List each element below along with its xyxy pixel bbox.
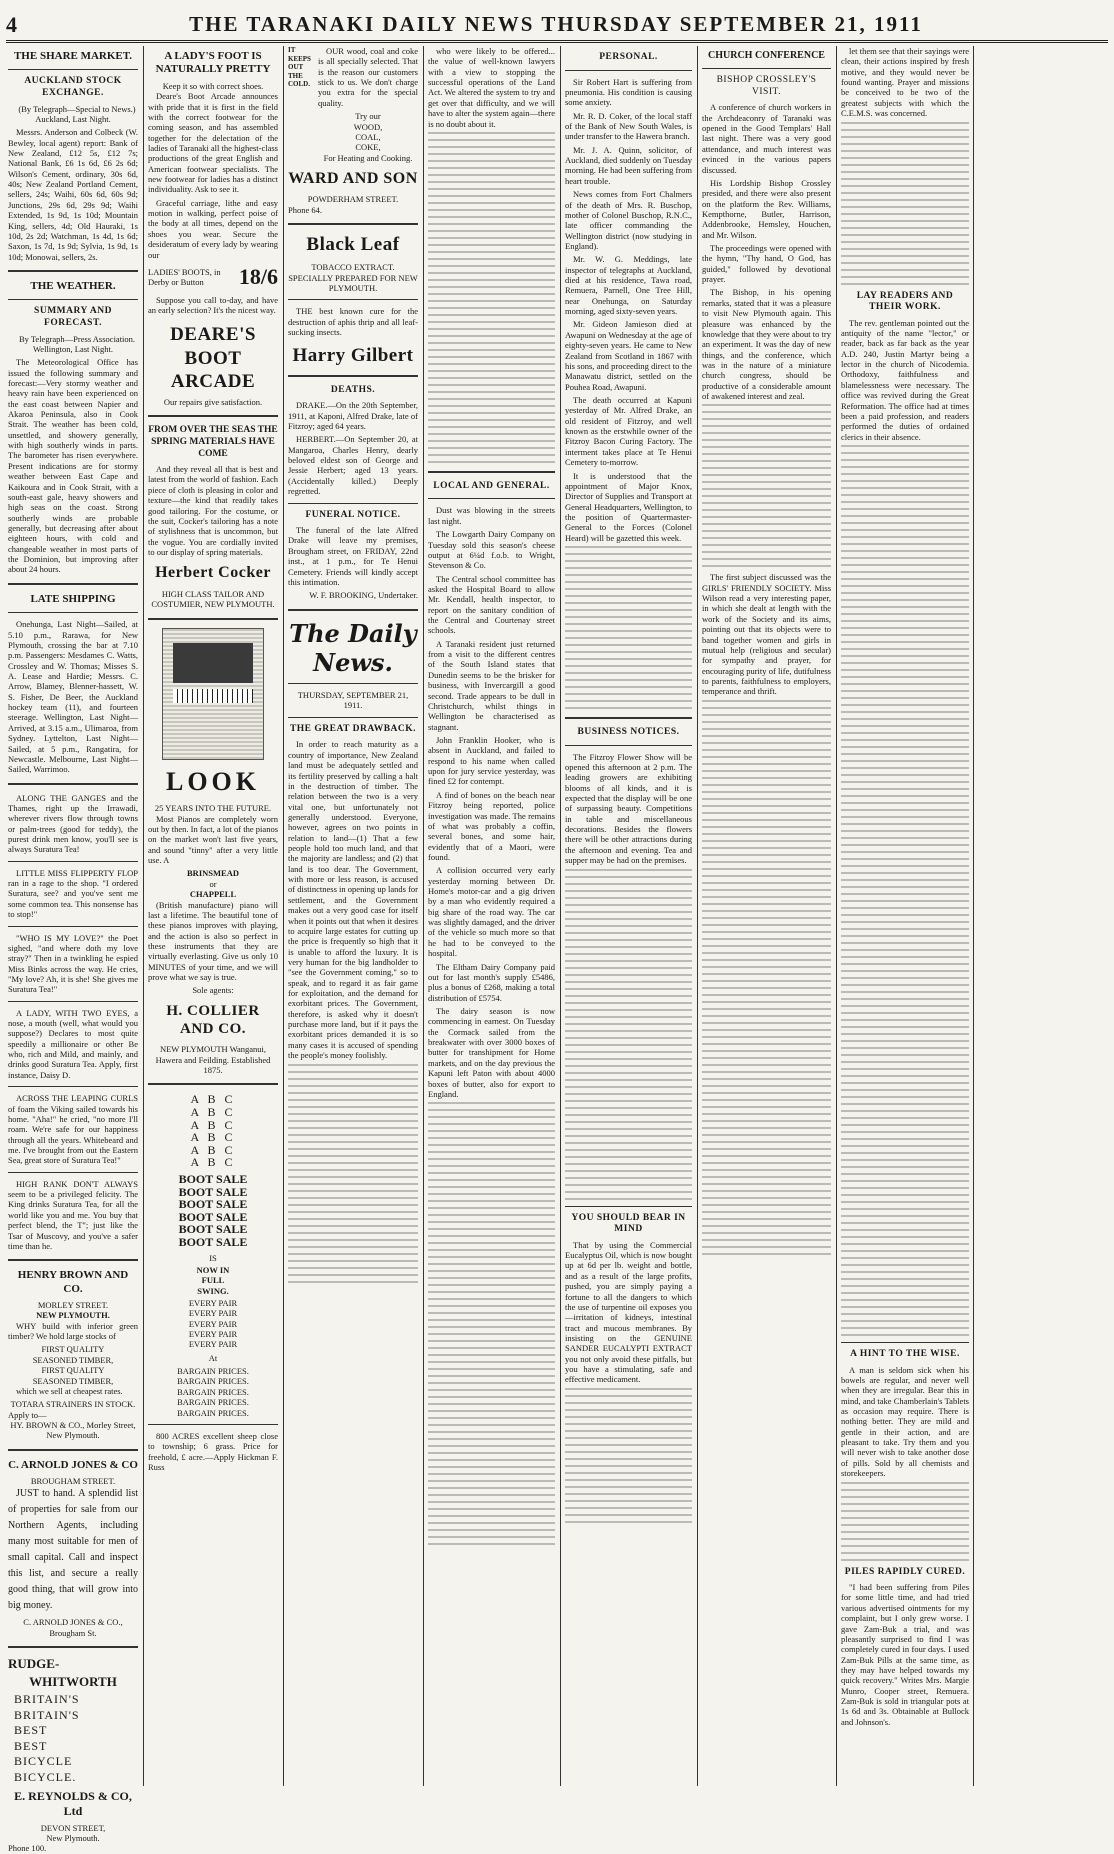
column-4 (428, 46, 555, 1786)
deares-shop-1: DEARE'S (170, 324, 256, 346)
seas-ad-heading: FROM OVER THE SEAS THE SPRING MATERIALS HAVE COME (148, 425, 278, 459)
seas-ad-body: And they reveal all that is best and latest from the world of fashion. Each piece of cloth is pleasing in color and texture—the kind that readily takes good tailoring. For the costume, or the suit, Cocker's tailoring has a note of stylishness that is uncommon, but the vogue. You are cordially invited to our display of spring materials. (148, 464, 278, 557)
hint-heading: A HINT TO THE WISE. (850, 1348, 960, 1359)
rudge-item: BEST (14, 1723, 48, 1738)
black-leaf-sub: TOBACCO EXTRACT. (311, 262, 395, 273)
rudge-item: BICYCLE. (14, 1769, 77, 1784)
boot-sale-is: IS (209, 1252, 217, 1263)
local-paragraph: A collision occurred very early yesterday morning between Dr. Home's motor-car and a gig driven by a man who evidently required a big share of the road way. The car was slightly damaged, and the driver of the vehicle so much more so that he had to be conveyed to the hospital. (428, 865, 555, 959)
rudge-item: BEST (14, 1738, 48, 1753)
funeral-sign: W. F. BROOKING, Undertaker. (309, 590, 418, 601)
foot-ad-body: Deare's Boot Arcade announces with pride that it is first in the field with the correct footwear for the coming season, and has assembled together for the delectation of the ladies of Taranaki all the highest-class productions of the great English and American footwear specialists. The new footwear for ladies has a distinct individuality. Ask to see it. (148, 91, 278, 195)
foot-ad-price-row (148, 264, 278, 291)
foot-ad-body-3: Suppose you call to-day, and have an early selection? It's the nicest way. (148, 294, 278, 316)
column-2 (148, 46, 278, 1786)
church-paragraph: A conference of church workers in the Archdeaconry of Taranaki was opened in the Good Templars' Hall last night. There was a very good attendance, and much interest was evinced in the various papers discussed. (702, 102, 831, 175)
rudge-item: BICYCLE (14, 1754, 73, 1769)
suratura-ad-6: HIGH RANK DON'T ALWAYS seem to be a privileged felicity. The King drinks Suratura Tea, for all the world like you and me. You buy that perfect blend, the T"; just like the Tsar of Muscovy, and you've a safer time than he. (8, 1178, 138, 1251)
cocker-name: Herbert Cocker (155, 564, 271, 582)
piano-ad-body: Most Pianos are completely worn out by then. In fact, a lot of the pianos on the market won't last five years, and sound "tinny" after a very little use. A (148, 813, 278, 866)
piano-keys-graphic (173, 689, 253, 703)
page-number: 4 (6, 12, 17, 37)
column-divider (836, 46, 837, 1786)
piano-illustration (162, 628, 264, 760)
every-pair-line: EVERY PAIR (188, 1308, 238, 1319)
hint-body: A man is seldom sick when his bowels are regular, and never well when they are irregular. Bear this in mind, and take Chamberlain's Tablets as occasion may require. There is nothing better. They are mild and gentle in their action, and are pleasant to take. Try them and you will never wish to take another dose of pills. Sold by all chemists and storekeepers. (841, 1364, 969, 1479)
collier-firm: H. COLLIER AND CO. (166, 1002, 260, 1038)
every-pair-line: EVERY PAIR (188, 1339, 238, 1350)
text-filler (841, 445, 969, 1336)
foot-ad-boots: LADIES' BOOTS, in Derby or Button (148, 266, 221, 288)
boot-sale-line: BOOT SALE (178, 1209, 248, 1224)
henry-brown-name: HENRY BROWN AND CO. (17, 1269, 129, 1295)
share-market-heading: THE SHARE MARKET. (13, 50, 133, 62)
boot-sale-line: BOOT SALE (178, 1234, 248, 1249)
text-filler (841, 1482, 969, 1561)
bargain-block (148, 1366, 278, 1418)
local-paragraph: John Franklin Hooker, who is absent in Auckland, and failed to respond to his name when called upon for jury service yesterday, was fined £2 for contempt. (428, 735, 555, 787)
funeral-heading: FUNERAL NOTICE. (305, 509, 401, 520)
bargain-line: BARGAIN PRICES. (177, 1407, 249, 1418)
text-filler (428, 1102, 555, 1545)
ward-son-street: POWDERHAM STREET. (307, 194, 399, 205)
church-paragraph: The proceedings were opened with the hymn, "Thy hand, O God, has guided," followed by devotional prayer. (702, 243, 831, 285)
foot-ad-price: 18/6 (238, 263, 278, 289)
piano-ad-sub: 25 YEARS INTO THE FUTURE. (154, 803, 272, 814)
arnold-jones-sign: C. ARNOLD JONES & CO., Brougham St. (23, 1617, 123, 1638)
henry-brown-item: SEASONED TIMBER, (32, 1354, 114, 1365)
column-divider (423, 46, 424, 1786)
henry-brown-item: FIRST QUALITY (41, 1344, 105, 1355)
reynolds-firm: E. REYNOLDS & CO, Ltd (14, 1789, 132, 1819)
column-divider (973, 46, 974, 1786)
local-paragraph: The Central school committee has asked the Hospital Board to allow Mr. Kendall, health inspector, to report on the sanitary condition of the Central and Courtenay street schools. (428, 573, 555, 636)
abc-line: A B C (190, 1092, 236, 1107)
personal-paragraph: Mr. Gideon Jamieson died at Awapuni on Wednesday at the age of eighty-seven years. He came to New Zealand from Scotland in 1867 with his sons, and proceeding direct to the Manawatu district, settled on the Pouhea Road, Awapuni. (565, 319, 692, 392)
deares-shop-2: BOOT ARCADE (170, 347, 256, 392)
wood-ad-item: COKE, (355, 142, 381, 153)
local-general-heading: LOCAL AND GENERAL. (433, 480, 550, 491)
share-market-body: Messrs. Anderson and Colbeck (W. Bewley, local agent) report: Bank of New Zealand, £12 5s, £12 7s; National Bank, £6 1s 6d, £6 2s 6d; Wilson's Cement, ordinary, 30s 6d, 40s; New Zealand Portland Cement, sellers, 24s; Waihi, 60s 6d, 60s 9d; Junctions, 29s 6d, 29s 9d; Waihi Extended, 1s 9d, 1s 10d; Mountain King, sellers, 4d; Old Hauraki, 1s 10d, 2s 2d; Watchman, 1s 4d, 1s 6d; Saxon, 1s 7d, 1s 9d; Sylvia, 1s 9d, 1s 10d; Monowai, sellers, 2s. (8, 127, 138, 262)
church-paragraph: His Lordship Bishop Crossley presided, and there were also present on the platform the Rev. Williams, Kempthorne, Butler, Harrison, Addenbrooke, Hemsley, Houchen, and Mr. Wilson. (702, 177, 831, 240)
collier-towns: NEW PLYMOUTH Wanganui, Hawera and Feilding. Established 1875. (155, 1044, 271, 1076)
every-pair-block (148, 1298, 278, 1350)
suratura-ad-1: ALONG THE GANGES and the Thames, right up the Irrawadi, wherever rivers flow through towns or palm-trees (good for teddy), the purest drink men know, you'll see is always Suratura Tea! (8, 792, 138, 855)
abc-line: A B C (190, 1105, 236, 1119)
text-filler (702, 404, 831, 567)
reynolds-street: DEVON STREET, (40, 1822, 106, 1833)
daily-news-title: The Daily News. (289, 618, 417, 677)
deaths-heading: DEATHS. (330, 384, 376, 395)
church-paragraph: The Bishop, in his opening remarks, stated that it was a pleasure to visit New Plymouth again. This pleasure was enhanced by the knowledge that they were about to try an experiment. It was the day of new things, and the conference, which was in the nature of a miniature church congress, should be productive of a considerable amount of awakened interest and zeal. (702, 287, 831, 402)
cocker-trade: HIGH CLASS TAILOR AND COSTUMIER, NEW PLYMOUTH. (151, 588, 275, 610)
reynolds-phone: Phone 100. (8, 1843, 47, 1854)
column-divider (283, 46, 284, 1786)
foot-ad-sub: Keep it so with correct shoes. (162, 80, 264, 91)
harry-gilbert: Harry Gilbert (292, 344, 414, 366)
personal-paragraph: News comes from Fort Chalmers of the death of Mrs. R. Buschop, mother of Colonel Buschop, R.N.C., late officer commanding the Wellington district (now studying in England). (565, 189, 692, 251)
column-5 (565, 46, 692, 1786)
foot-ad-heading: A LADY'S FOOT IS NATURALLY PRETTY (155, 50, 271, 76)
reynolds-town: New Plymouth. (46, 1833, 100, 1844)
church-conference-sub: BISHOP CROSSLEY'S VISIT. (716, 75, 817, 97)
column-6 (702, 46, 831, 1786)
boot-sale-line: BOOT SALE (178, 1171, 248, 1186)
column-divider (560, 46, 561, 1786)
suratura-ad-3: "WHO IS MY LOVE?" the Poet sighed, "and where doth my love stray?" Then in a twinkling he espied Miss Binks across the way. He cries, "My love? Ah, it is she! She gives me Suratura Tea!" (8, 932, 138, 995)
wood-ad (288, 46, 418, 163)
boot-sale-line: BOOT SALE (178, 1184, 248, 1199)
personal-heading: PERSONAL. (599, 52, 658, 62)
business-notices-body: The Fitzroy Flower Show will be opened this afternoon at 2 p.m. The leading growers are exhibiting blooms of all kinds, and it is expected that the display will be one of surpassing beauty. Competitions in table and miscellaneous decorations. Besides the flowers there will be other attractions during the afternoon and evening. Tea and supper may be had on the premises. (565, 751, 692, 866)
column-1 (8, 46, 138, 1854)
suratura-ad-2: LITTLE MISS FLIPPERTY FLOP ran in a rage to the shop. "I ordered Suratura, see? and you've sent me some common tea. This nonsense has to stop!" (8, 867, 138, 920)
piano-ad-heading: LOOK (165, 766, 260, 796)
text-filler (702, 700, 831, 1255)
masthead (6, 12, 1106, 38)
text-filler (428, 132, 555, 463)
every-pair-line: EVERY PAIR (188, 1318, 238, 1329)
editorial-body: In order to reach maturity as a country of importance, New Zealand land must be adequately settled and its fertility preserved by calling a halt in the destruction of timber. The relation between the two is a very vital one, but unfortunately not generally understood. Everyone, however, agrees on two points in relation to land—(1) That a few people hold too much land, and that the majority are landless; and (2) that land is too dear. The Government, with more or less reason, is accused of distinctness in opening up lands for settlement, and the Government makes out a very good case for itself when it points out that when it desires to acquire large estates for cutting up the price is frequently so high that it is unable to afford the luxury. It is very human for the big landholder to "see the Government coming," so to speak, and to regard it as fair game for exploitation, and the demand for exorbitant prices. The Government, therefore, is asked why it doesn't purchase more land, but if it pays the exorbitant prices demanded it is so many cases it is accused of spending the people's money foolishly. (288, 739, 418, 1061)
bargain-line: BARGAIN PRICES. (177, 1397, 249, 1408)
wood-ad-item: COAL, (355, 131, 381, 142)
personal-paragraph: Mr. J. A. Quinn, solicitor, of Auckland, died suddenly on Tuesday morning. He had been suffering from heart trouble. (565, 144, 692, 186)
shipping-heading: LATE SHIPPING (30, 592, 116, 605)
henry-brown-body: WHY build with inferior green timber? We hold large stocks of (8, 1320, 138, 1342)
rudge-title-2: WHITWORTH (29, 1674, 117, 1690)
henry-brown-item: FIRST QUALITY (41, 1365, 105, 1376)
sheep-ad: 800 ACRES excellent sheep close to township; 6 grass. Price for freehold, £ acre.—Apply Hickman F. Russ (148, 1430, 278, 1472)
share-market-subheading: AUCKLAND STOCK EXCHANGE. (24, 76, 122, 98)
personal-paragraph: Mr. R. D. Coker, of the local staff of the Bank of New South Wales, is under transfer to the Hawera branch. (565, 110, 692, 142)
text-filler (841, 122, 969, 285)
deares-repairs: Our repairs give satisfaction. (163, 396, 263, 407)
boot-sale-line: BOOT SALE (178, 1222, 248, 1237)
black-leaf-specially: SPECIALLY PREPARED FOR NEW PLYMOUTH. (288, 272, 418, 294)
every-pair-line: EVERY PAIR (188, 1329, 238, 1340)
masthead-rule (6, 40, 1108, 43)
church-paragraph: The first subject discussed was the GIRLS' FRIENDLY SOCIETY. Miss Wilson read a very interesting paper, in which she dealt at length with the work of the Society and its aims, pointing out that its objects were to band together women and girls in mutual help (religious and secular) for sympathy and prayer, for encouraging purity of life, dutifulness to parents, faithfulness to employers, temperance and thrift. (702, 572, 831, 697)
shipping-body: Onehunga, Last Night—Sailed, at 5.10 p.m., Rarawa, for New Plymouth, crossing the bar at 7.10 p.m. Passengers: Mesdames C. Watts, Crossley and W. Thomas; Misses S. A. Lease and Hardie; Messrs. C. Arrow, Blamey, Blenner-hassett, W. S. Fisher, De Beer, the Auckland hockey team (11), and fourteen steerage. Wellington, Last Night—Arrived, at 3.15 a.m., Ulimaroa, from Sydney. Lyttelton, Last Night—Sailed, at 5 p.m., Rangatira, for Newcastle. Melbourne, Last Night—Sailed, Warrimoo. (8, 619, 138, 775)
personal-paragraph: Mr. W. G. Meddings, late inspector of telegraphs at Auckland, died at his residence, Tawa road, Remuera, Parnell, One Tree Hill, near Onehunga, on Saturday morning, aged sixty-seven years. (565, 254, 692, 317)
weather-dateline: By Telegraph—Press Association. Wellington, Last Night. (18, 333, 136, 354)
editorial-heading: THE GREAT DRAWBACK. (289, 723, 417, 734)
ward-son-firm: WARD AND SON (288, 169, 418, 187)
henry-brown-tail: which we sell at cheapest rates. (16, 1385, 123, 1396)
editorial-date: THURSDAY, SEPTEMBER 21, 1911. (297, 690, 409, 711)
wood-ad-try: Try our (355, 111, 381, 122)
henry-brown-apply: Apply to— (8, 1409, 47, 1420)
suratura-ad-5: ACROSS THE LEAPING CURLS of foam the Viking sailed towards his home. "Aha!" he cried, "no more I'll roam. We're safe for our happiness through all the years. Whitebeard and me. I've brought from out the Eastern Sea, great store of Suratura Tea!" (8, 1093, 138, 1166)
piano-or: or (209, 878, 217, 889)
personal-paragraph: It is understood that the appointment of Major Knox, Director of Supplies and Transport at General Headquarters, Wellington, to the position of Quartermaster-General to the Forces (Colonel Heard) will be gazetted this week. (565, 470, 692, 543)
text-filler (565, 1388, 692, 1523)
text-filler (288, 1064, 418, 1283)
arnold-jones-body: JUST to hand. A splendid list of properties for sale from our Northern Agents, including many most suitable for men of small capital. Call and inspect this list, and secure a really good thing, that will grow into big money. (8, 1488, 138, 1612)
abc-line: A B C (190, 1130, 236, 1145)
personal-paragraph: The death occurred at Kapuni yesterday of Mr. Alfred Drake, an old resident of Fitzroy, and well known as the erstwhile owner of the Fitzroy Bacon Curing Factory. The interment takes place at Te Henui Cemetery to-morrow. (565, 395, 692, 468)
abc-block (148, 1093, 278, 1169)
every-pair-line: EVERY PAIR (188, 1297, 238, 1308)
bear-in-mind-heading: YOU SHOULD BEAR IN MIND (571, 1212, 686, 1235)
wood-ad-item: WOOD, (353, 121, 383, 132)
henry-brown-street: MORLEY STREET. (37, 1300, 109, 1311)
personal-paragraph: Sir Robert Hart is suffering from pneumonia. His condition is causing some anxiety. (565, 76, 692, 108)
boot-sale-block (148, 1173, 278, 1249)
text-filler (565, 546, 692, 709)
newspaper-title: THE TARANAKI DAILY NEWS THURSDAY SEPTEMBER 21, 1911 (189, 12, 923, 36)
abc-line: A B C (190, 1142, 236, 1157)
henry-brown-item: SEASONED TIMBER, (32, 1375, 114, 1386)
editorial-continuation: who were likely to be offered... the value of well-known lawyers with a view to stopping the successful operations of the Land Act. We altered the system to try and get over that difficulty, and we will have to alter the system again—there is no doubt about it. (428, 46, 555, 129)
column-3 (288, 46, 418, 1786)
weather-heading: THE WEATHER. (30, 279, 116, 292)
local-paragraph: A Taranaki resident just returned from a visit to the different centres of the South Island states that Dunedin seems to be the brisker for business, with Invercargill a good second. Trade appears to be dull in Christchurch, whilst things in Wellington be characterised as stagnant. (428, 638, 555, 732)
column-divider (143, 46, 144, 1786)
boot-sale-line: BOOT SALE (178, 1197, 248, 1212)
bear-in-mind-body: That by using the Commercial Eucalyptus Oil, which is now bought up at 6d per lb. weight and bottle, and as a result of the large profits, pushed, you are simply paying a fortune to all the dangers to which the use of turpentine oil exposes you—irritation of kidneys, intestinal tract and mucous membranes. By insisting on the GENUINE SANDER EUCALYPTI EXTRACT you not only avoid these pitfalls, but you have a stimulating, safe and effective medicament. (565, 1239, 692, 1385)
weather-subheading: SUMMARY AND FORECAST. (34, 306, 112, 328)
death-entry: DRAKE.—On the 20th September, 1911, at Kaponi, Alfred Drake, late of Fitzroy; aged 64 years. (288, 400, 418, 431)
henry-brown-town: NEW PLYMOUTH. (36, 1310, 110, 1321)
bargain-line: BARGAIN PRICES. (177, 1366, 249, 1377)
lay-readers-heading: LAY READERS AND THEIR WORK. (856, 290, 954, 313)
abc-line: A B C (190, 1117, 236, 1132)
piles-heading: PILES RAPIDLY CURED. (844, 1566, 966, 1577)
arnold-jones-street: BROUGHAM STREET. (30, 1476, 116, 1487)
wood-ad-body: OUR wood, coal and coke is all specially selected. That is the reason our customers stick to us. We don't charge you extra for the special quality. (318, 46, 418, 108)
column-7 (841, 46, 969, 1786)
church-conference-heading: CHURCH CONFERENCE (708, 50, 825, 61)
boot-sale-at: At (208, 1352, 218, 1363)
rudge-items (8, 1692, 138, 1786)
piles-body: "I had been suffering from Piles for some little time, and had tried various advertised ointments for my complaint, but I only grew worse. I gave Zam-Buk a trial, and was pleasantly surprised to find I was completely cured in four days. I used Zam-Buk Pills at the same time, as they may have helped towards my quick recovery." Writes Mrs. Margie Munro, Cooper street, Remuera. Zam-Buk is sold in triangular pots at 1s 6d and 3s. Obtainable at Bullock and Johnson's. (841, 1582, 969, 1727)
black-leaf-name: Black Leaf (306, 234, 400, 256)
piano-agents: Sole agents: (192, 985, 234, 996)
funeral-body: The funeral of the late Alfred Drake will leave my premises, Brougham street, on FRIDAY, 22nd inst., at 1 p.m., for Te Henui Cemetery. Friends will kindly accept this intimation. (288, 525, 418, 587)
rudge-item: BRITAIN'S (14, 1707, 80, 1722)
local-paragraph: Dust was blowing in the streets last night. (428, 505, 555, 526)
local-paragraph: The Eltham Dairy Company paid out for last month's supply £5486, plus a bonus of £268, making a total distribution of £5754. (428, 961, 555, 1003)
black-leaf-body: THE best known cure for the destruction of aphis thrip and all leaf-sucking insects. (288, 306, 418, 338)
bargain-line: BARGAIN PRICES. (177, 1376, 249, 1387)
business-notices-heading: BUSINESS NOTICES. (577, 727, 680, 738)
share-market-dateline: (By Telegraph—Special to News.) Auckland, Last Night. (18, 103, 136, 124)
wood-ad-for: For Heating and Cooking. (323, 152, 413, 163)
arnold-jones-name: C. ARNOLD JONES & CO (8, 1458, 138, 1471)
piano-lid-graphic (173, 643, 253, 683)
column-divider (697, 46, 698, 1786)
lay-readers-body: The rev. gentleman pointed out the antiquity of the name "lector," or reader, back as far back as the year A.D. 240, Justin Martyr being a lector in the church of Nicodemia. Orthodoxy, faithfulness and blamelessness were necessary. The office was revived during the Great Reformation. The office had at times been a paid profession, and readers performed the duties of ordained clerics in their absence. (841, 317, 969, 442)
church-continuation: let them see that their sayings were clean, their actions inspired by fresh motive, and they would never be found wanting. Prayer and missions be conceived to be two of the greatest subjects with which the C.E.M.S. was concerned. (841, 46, 969, 119)
foot-ad-body-2: Graceful carriage, lithe and easy motion in walking, perfect poise of the body at all times, depend on the shoes you wear. Secure the desideratum of every lady by wearing our (148, 197, 278, 260)
piano-ad-body-2: (British manufacture) piano will last a lifetime. The beautiful tone of these pianos improves with playing, and the action is also so perfect in these instruments that they are virtually everlasting. Give us only 10 MINUTES of your time, and we will prove what we say is true. (148, 899, 278, 983)
weather-body: The Meteorological Office has issued the following summary and forecast:—Very stormy weather and heavy rain have been experienced on the east coast between Napier and Akaroa Peninsula, also in Cook Strait. The weather has been cold, unsettled, and showery generally, with high southerly winds in parts. The barometer has risen everywhere. Present indications are for stormy weather between East Cape and Kaikoura and in Cook Strait, with a south-east gale, heavy showers and high seas on the coast. Strong southerly winds are probable generally, but decreasing after about eighteen hours, with cold and changeable weather in most parts of the Dominion, but improving after about 24 hours. (8, 357, 138, 575)
ward-son-phone: Phone 64. (288, 204, 322, 215)
local-paragraph: The dairy season is now commencing in earnest. On Tuesday the Cormack sailed from the breakwater with over 3000 boxes of butter for transhipment for Home markets, and on the day previous the Kapuni left Paton with about 4000 boxes of butter, also for export to England. (428, 1005, 555, 1099)
suratura-ad-4: A LADY, WITH TWO EYES, a nose, a mouth (well, what would you suppose?) Declares to most quite speedily a millionaire or other Be who, rich and Mild, and mainly, and drinks good Suratura Tea. Apply, first instance, Daisy D. (8, 1007, 138, 1080)
bargain-line: BARGAIN PRICES. (177, 1386, 249, 1397)
piano-chappell: CHAPPELL (189, 889, 237, 900)
piano-brinsmead: BRINSMEAD (187, 868, 239, 879)
local-paragraph: The Lowgarth Dairy Company on Tuesday sold this season's cheese output at 6¼d f.o.b. to Wright, Stevenson & Co. (428, 529, 555, 571)
rudge-title-1: RUDGE- (8, 1656, 60, 1672)
henry-brown-address: HY. BROWN & CO., Morley Street, New Plymouth. (10, 1420, 136, 1441)
death-entry: HERBERT.—On September 20, at Mangaroa, Charles Henry, dearly beloved eldest son of George and Jessie Herbert; aged 13 years. (Accidentally killed.) Deeply regretted. (288, 434, 418, 497)
abc-line: A B C (190, 1155, 236, 1170)
keeps-out-cold: IT KEEPS OUT THE COLD. (288, 46, 311, 89)
boot-sale-now: NOW IN FULL SWING. (196, 1264, 230, 1296)
henry-brown-totara: TOTARA STRAINERS IN STOCK. (10, 1399, 136, 1410)
rudge-item: BRITAIN'S (14, 1691, 80, 1706)
local-paragraph: A find of bones on the beach near Fitzroy being reported, police investigation was made. The remains of what was probably a coffin, several bones, and some hair, evidently that of a Maori, were found. (428, 789, 555, 862)
text-filler (565, 869, 692, 1200)
